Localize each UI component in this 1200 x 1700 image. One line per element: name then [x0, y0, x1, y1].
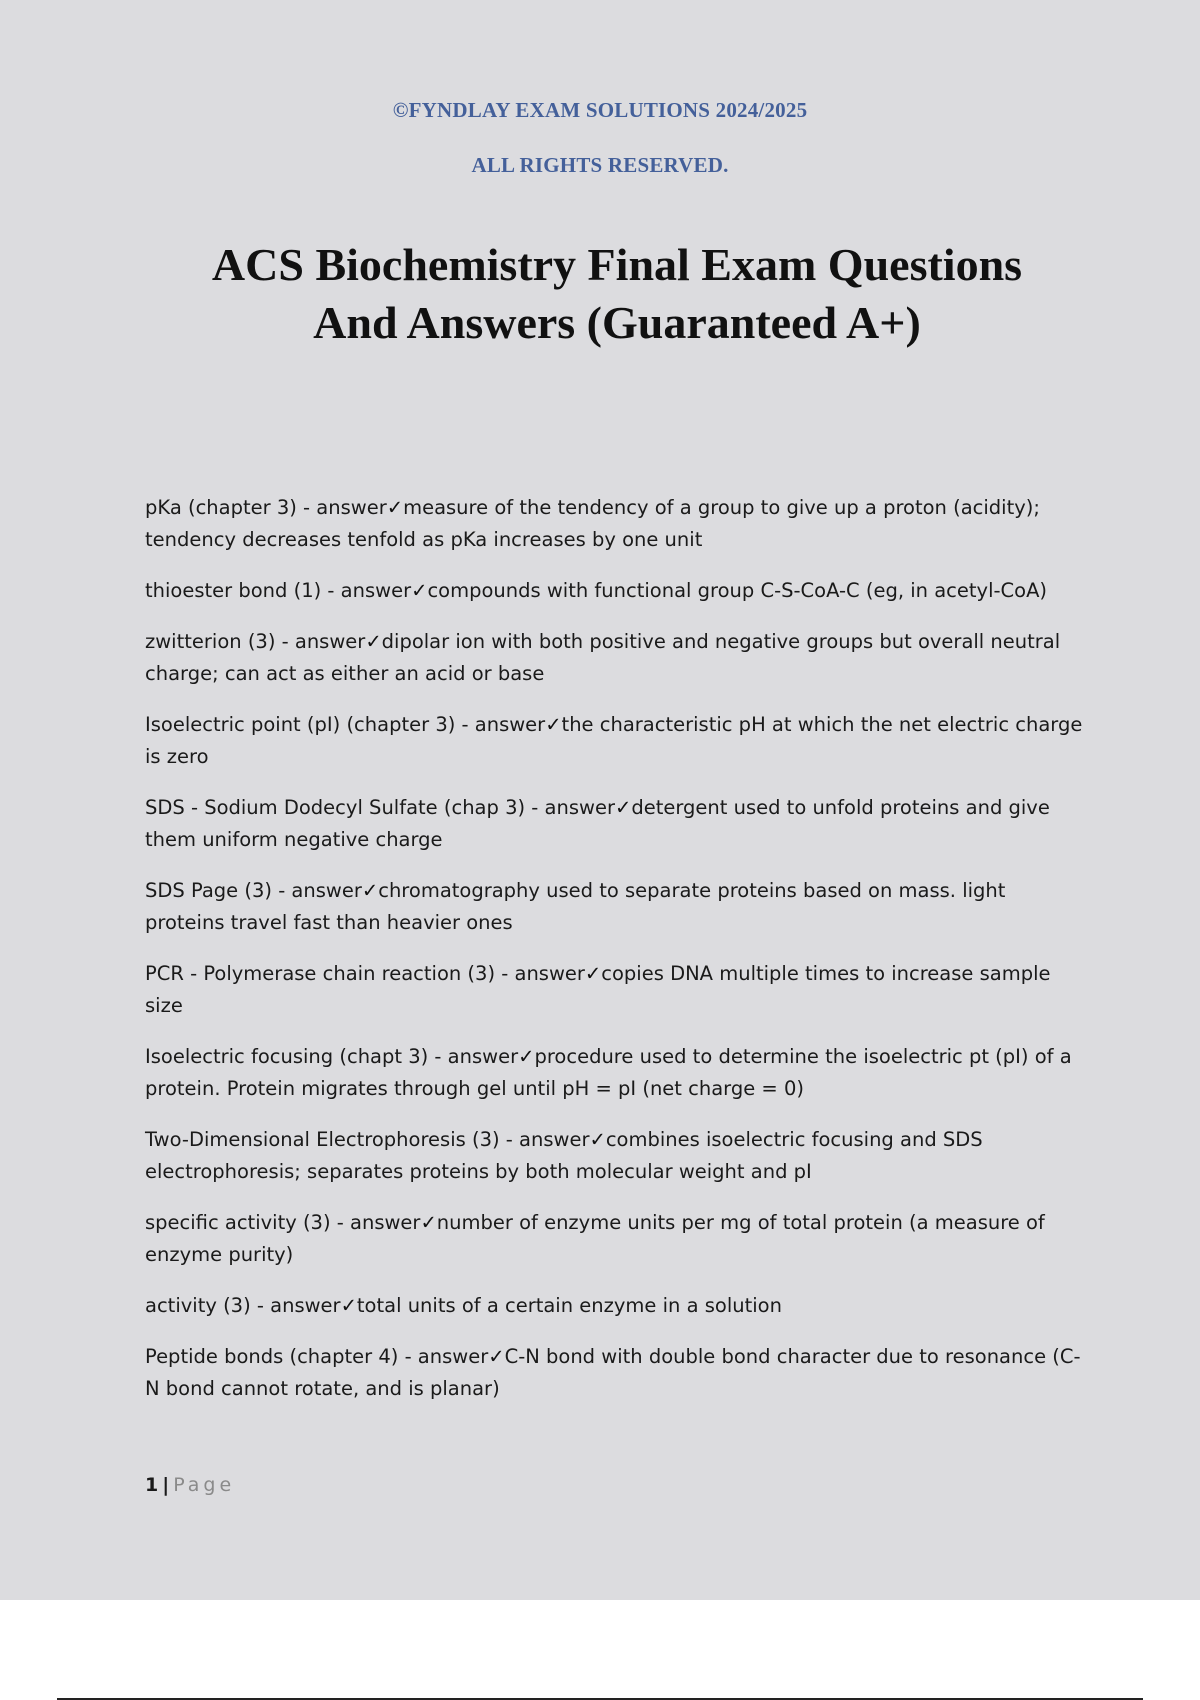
entry-definition: total units of a certain enzyme in a solution [356, 1294, 782, 1317]
entry-definition: procedure used to determine the isoelectric pt (pI) of a protein. Protein migrates through gel until pH = pI (net charge = 0) [145, 1045, 1072, 1100]
checkmark-icon: ✓ [518, 1045, 535, 1068]
entry-term: Isoelectric focusing (chapt 3) - answer [145, 1045, 519, 1068]
qa-entry [145, 1124, 1090, 1188]
entry-term: thioester bond (1) - answer [145, 579, 412, 602]
qa-entry [145, 792, 1090, 856]
qa-entry [145, 1207, 1090, 1271]
entry-term: Two-Dimensional Electrophoresis (3) - answer [145, 1128, 590, 1151]
entry-definition: chromatography used to separate proteins based on mass. light proteins travel fast than heavier ones [145, 879, 1006, 934]
checkmark-icon: ✓ [488, 1345, 505, 1368]
checkmark-icon: ✓ [545, 713, 562, 736]
qa-entry [145, 1290, 1090, 1322]
entry-definition: copies DNA multiple times to increase sample size [145, 962, 1051, 1017]
title-line-1: ACS Biochemistry Final Exam Questions [211, 239, 1023, 290]
qa-entry [145, 1341, 1090, 1405]
entry-definition: measure of the tendency of a group to give up a proton (acidity); tendency decreases tenfold as pKa increases by one unit [145, 496, 1040, 551]
entry-term: SDS Page (3) - answer [145, 879, 362, 902]
qa-entry [145, 875, 1090, 939]
entry-definition: number of enzyme units per mg of total protein (a measure of enzyme purity) [145, 1211, 1045, 1266]
checkmark-icon: ✓ [340, 1294, 357, 1317]
copyright-notice: ©FYNDLAY EXAM SOLUTIONS 2024/2025 [392, 98, 808, 122]
checkmark-icon: ✓ [589, 1128, 606, 1151]
entry-definition: compounds with functional group C-S-CoA-C (eg, in acetyl-CoA) [427, 579, 1048, 602]
page-separator: | [162, 1474, 170, 1496]
qa-entry [145, 958, 1090, 1022]
page-footer [145, 1474, 235, 1496]
entry-term: specific activity (3) - answer [145, 1211, 421, 1234]
checkmark-icon: ✓ [420, 1211, 437, 1234]
checkmark-icon: ✓ [614, 796, 632, 819]
entry-term: PCR - Polymerase chain reaction (3) - answer [145, 962, 585, 985]
qa-entry-list [145, 492, 1090, 1424]
qa-entry [145, 709, 1090, 773]
checkmark-icon: ✓ [361, 879, 379, 902]
entry-term: SDS - Sodium Dodecyl Sulfate (chap 3) - answer [145, 796, 615, 819]
entry-definition: C-N bond with double bond character due to resonance (C-N bond cannot rotate, and is planar) [145, 1345, 1081, 1400]
entry-term: Peptide bonds (chapter 4) - answer [145, 1345, 489, 1368]
entry-term: pKa (chapter 3) - answer [145, 496, 387, 519]
entry-term: zwitterion (3) - answer [145, 630, 366, 653]
qa-entry [145, 575, 1090, 607]
entry-definition: detergent used to unfold proteins and give them uniform negative charge [145, 796, 1050, 851]
document-title [0, 236, 1200, 352]
rights-reserved-notice: ALL RIGHTS RESERVED. [471, 153, 729, 177]
page-label: Page [173, 1474, 236, 1496]
qa-entry [145, 492, 1090, 556]
checkmark-icon: ✓ [584, 962, 602, 985]
checkmark-icon: ✓ [365, 630, 382, 653]
entry-definition: combines isoelectric focusing and SDS electrophoresis; separates proteins by both molecular weight and pI [145, 1128, 983, 1183]
checkmark-icon: ✓ [411, 579, 428, 602]
title-line-2: And Answers (Guaranteed A+) [313, 297, 921, 348]
checkmark-icon: ✓ [386, 496, 404, 519]
page-number: 1 [145, 1474, 159, 1496]
entry-definition: the characteristic pH at which the net electric charge is zero [145, 713, 1083, 768]
qa-entry [145, 626, 1090, 690]
entry-term: Isoelectric point (pI) (chapter 3) - answer [145, 713, 546, 736]
entry-term: activity (3) - answer [145, 1294, 341, 1317]
entry-definition: dipolar ion with both positive and negative groups but overall neutral charge; can act as either an acid or base [145, 630, 1061, 685]
qa-entry [145, 1041, 1090, 1105]
